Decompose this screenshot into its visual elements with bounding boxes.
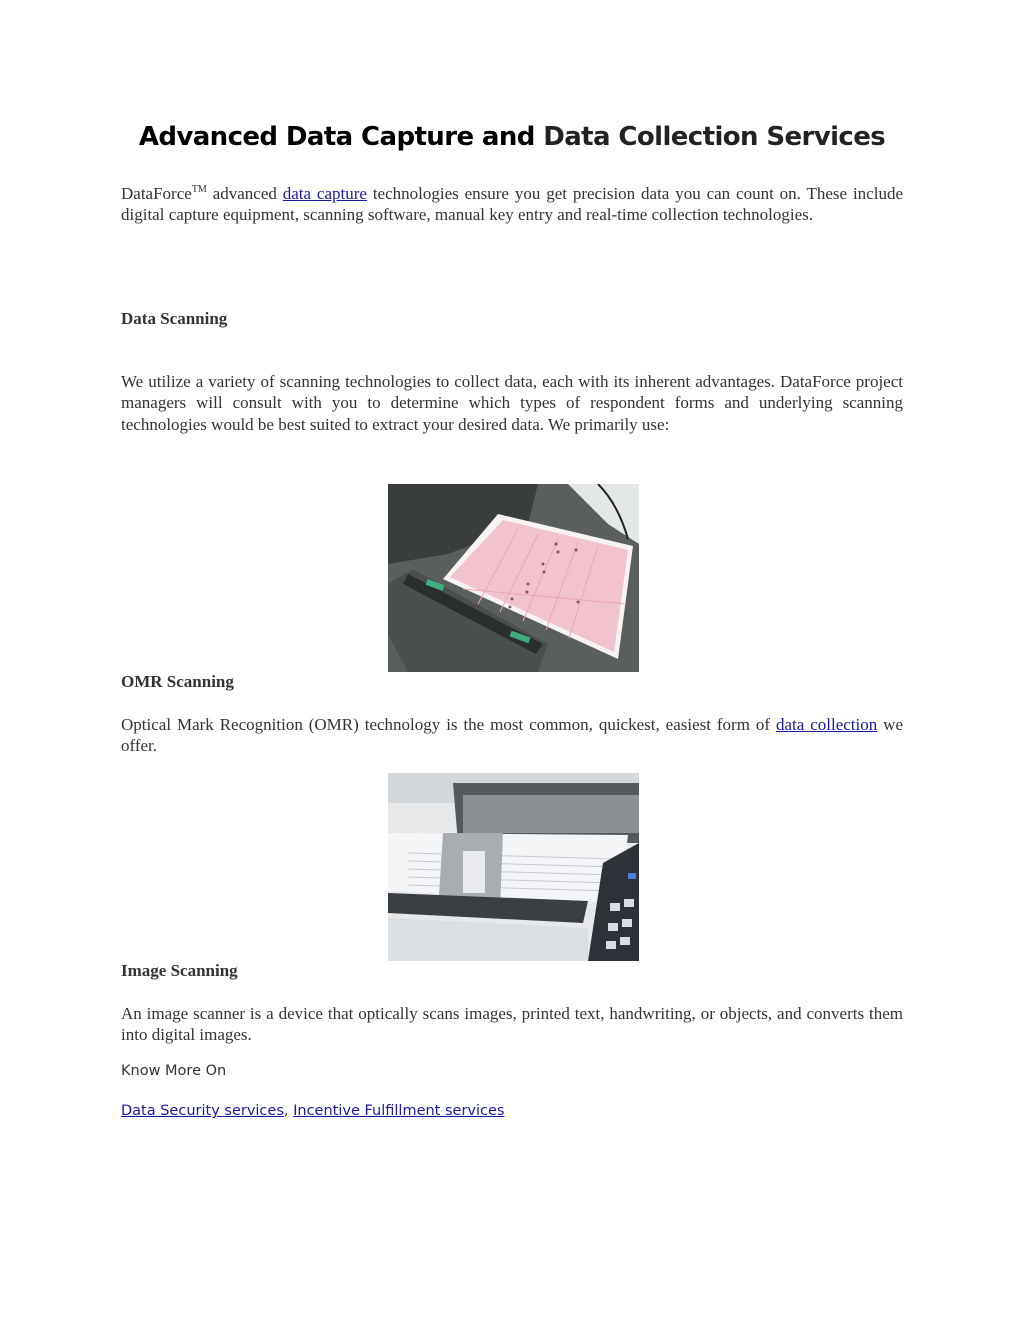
section-heading-image-scanning: Image Scanning xyxy=(121,961,238,980)
omr-scanner-image xyxy=(388,484,639,672)
trademark: TM xyxy=(191,184,207,195)
intro-text: advanced xyxy=(206,184,283,203)
omr-text-rest: we offer. xyxy=(121,715,904,756)
data-capture-link[interactable]: data capture xyxy=(282,184,367,203)
data-collection-link[interactable]: data collection xyxy=(775,715,878,734)
omr-scanning-paragraph xyxy=(121,714,903,757)
image-scanner-image xyxy=(388,773,639,961)
omr-text: Optical Mark Recognition (OMR) technology is the most common, quickest, easiest form of xyxy=(121,715,776,734)
know-more-label: Know More On xyxy=(121,1063,227,1079)
link-separator: , xyxy=(283,1103,294,1119)
incentive-fulfillment-services-link[interactable]: Incentive Fulfillment services xyxy=(293,1103,505,1119)
know-more-links xyxy=(121,1103,504,1119)
title-part-1: Advanced Data Capture and xyxy=(138,122,544,152)
brand-name: DataForce xyxy=(121,184,192,203)
image-scanning-paragraph: An image scanner is a device that optically scans images, printed text, handwriting, or objects, and converts them into digital images. xyxy=(121,1004,903,1045)
intro-text-rest: technologies ensure you get precision data you can count on. These include digital capture equipment, scanning software, manual key entry and real-time collection technologies. xyxy=(121,184,903,225)
section-heading-data-scanning: Data Scanning xyxy=(121,309,228,328)
data-scanning-paragraph: We utilize a variety of scanning technologies to collect data, each with its inherent advantages. DataForce project managers will consult with you to determine which types of respondent forms and underlying scanning technologies would be best suited to extract your desired data. We primarily use: xyxy=(121,372,903,434)
data-security-services-link[interactable]: Data Security services xyxy=(121,1103,284,1119)
intro-paragraph xyxy=(121,183,903,226)
page-title xyxy=(0,122,1024,152)
section-heading-omr-scanning: OMR Scanning xyxy=(121,672,234,691)
title-part-2: Data Collection Services xyxy=(543,122,886,152)
